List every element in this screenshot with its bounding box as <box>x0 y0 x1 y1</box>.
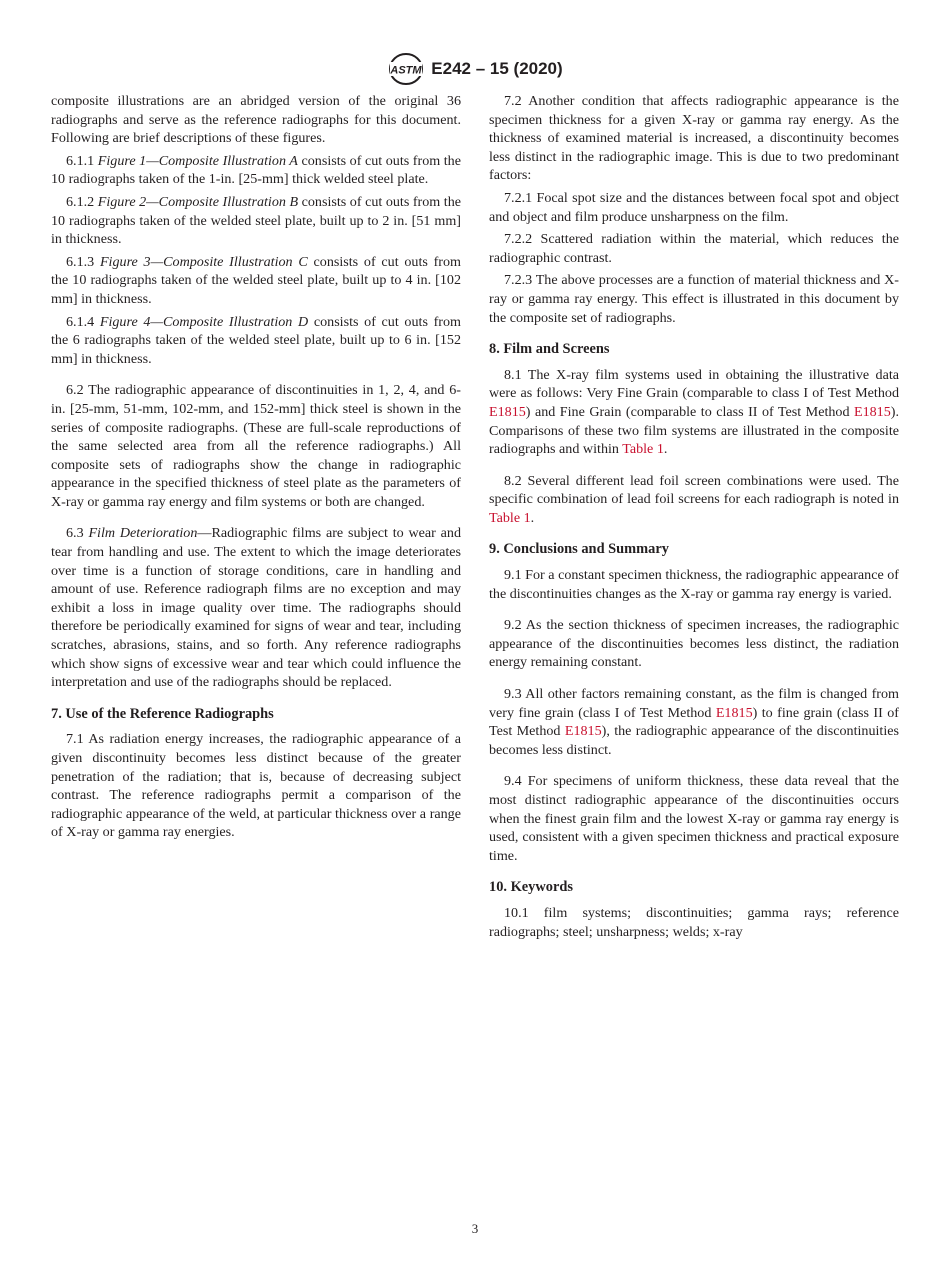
table-1-link[interactable]: Table 1 <box>622 441 664 458</box>
clause-number: 6.3 <box>66 525 84 542</box>
table-1-link[interactable]: Table 1 <box>489 509 531 526</box>
page-number: 3 <box>471 1221 479 1236</box>
right-column <box>489 92 899 945</box>
section-8-heading: 8. Film and Screens <box>489 341 610 358</box>
section-10-heading: 10. Keywords <box>489 879 573 896</box>
paragraph-8-1 <box>489 366 899 459</box>
clause-text: consists of cut outs from the 10 radiographs taken of the welded steel plate, built up to 4 in. [102 mm] in thickness. <box>51 253 462 307</box>
clause-text: consists of cut outs from the 10 radiographs taken of the welded steel plate, built up to 2 in. [51 mm] in thickness. <box>51 193 461 248</box>
clause-text: consists of cut outs from the 10 radiographs taken of the 1-in. [25-mm] thick welded steel plate. <box>51 152 461 188</box>
text-run: 9.3 All other factors remaining constant, as the film is changed from very fine grain (class I of Test Method <box>489 686 899 721</box>
clause-number: 6.1.2 <box>66 193 95 210</box>
paragraph-7-1: 7.1 As radiation energy increases, the radiographic appearance of a given discontinuity becomes less distinct because of the greater penetration of the radiation; that is, because of decreasing subject contrast. The reference radiographs permit a comparison of the radiographic appearance of the weld, at particular thickness over a range of X-ray or gamma ray energies. <box>51 731 461 841</box>
figure-title: Figure 1—Composite Illustration A <box>97 152 298 169</box>
e1815-link[interactable]: E1815 <box>564 723 602 740</box>
paragraph-9-1: 9.1 For a constant specimen thickness, the radiographic appearance of the discontinuities changes as the X-ray or gamma ray energy is varied. <box>489 567 899 602</box>
text-run: . <box>530 509 535 526</box>
text-run: ) and Fine Grain (comparable to class II of Test Method <box>525 403 854 420</box>
paragraph-6-1-2 <box>51 193 461 249</box>
page-header <box>0 52 950 86</box>
document-id: E242 – 15 (2020) <box>431 59 563 78</box>
figure-title: Figure 3—Composite Illustration C <box>99 253 308 270</box>
paragraph-9-4: 9.4 For specimens of uniform thickness, these data reveal that the most distinct radiographic appearance of the discontinuities occurs when the finest grain film and the lowest X-ray or gamma ray energy is used, consistent with a given specimen thickness and practical exposure time. <box>489 773 899 864</box>
paragraph-6-1-continued: composite illustrations are an abridged version of the original 36 radiographs and serve as the reference radiographs for this document. Following are brief descriptions of these figures. <box>51 93 461 147</box>
section-7-heading: 7. Use of the Reference Radiographs <box>51 705 274 722</box>
logo-text: ASTM <box>390 64 422 77</box>
text-run: 8.1 The X-ray film systems used in obtaining the illustrative data were as follows: Very Fine Grain (comparable to class I of Test Method <box>489 366 899 402</box>
e1815-link[interactable]: E1815 <box>715 704 753 721</box>
left-column <box>51 92 461 846</box>
paragraph-9-3 <box>489 685 899 759</box>
paragraph-6-2: 6.2 The radiographic appearance of discontinuities in 1, 2, 4, and 6-in. [25-mm, 51-mm, 102-mm, and 152-mm] thick steel is shown in the series of composite radiographs. (These are full-scale reproductions of the same selected area from all the reference radiographs.) All composite sets of radiographs show the change in radiographic appearance in the specified thickness of steel plate as the parameters of X-ray or gamma ray energy and film systems or both are changed. <box>51 382 461 510</box>
paragraph-7-2-3: 7.2.3 The above processes are a function of material thickness and X-ray or gamma ray energy. This effect is illustrated in this document by the composite set of radiographs. <box>489 272 899 326</box>
section-9-heading: 9. Conclusions and Summary <box>489 541 669 558</box>
figure-title: Figure 2—Composite Illustration B <box>97 193 299 210</box>
paragraph-10-1: 10.1 film systems; discontinuities; gamma rays; reference radiographs; steel; unsharpness; welds; x-ray <box>489 904 899 940</box>
clause-title: Film Deterioration <box>88 525 198 542</box>
text-run: 8.2 Several different lead foil screen combinations were used. The specific combination of lead foil screens for each radiograph is noted in <box>489 472 899 508</box>
clause-number: 6.1.3 <box>66 253 95 270</box>
paragraph-7-2: 7.2 Another condition that affects radiographic appearance is the specimen thickness for a given X-ray or gamma ray energy. As the thickness of examined material is increased, a discontinuity becomes less distinct in the radiographic image. This is due to two predominant factors: <box>489 93 899 184</box>
paragraph-6-1-4 <box>51 313 461 369</box>
clause-number: 6.1.4 <box>66 313 95 330</box>
clause-number: 6.1.1 <box>66 152 95 169</box>
e1815-link[interactable]: E1815 <box>489 403 526 420</box>
figure-title: Figure 4—Composite Illustration D <box>99 313 309 330</box>
paragraph-6-1-3 <box>51 253 461 309</box>
e1815-link[interactable]: E1815 <box>853 403 891 420</box>
paragraph-7-2-2: 7.2.2 Scattered radiation within the material, which reduces the radiographic contrast. <box>489 231 899 266</box>
paragraph-6-3 <box>51 524 461 691</box>
text-run: ), the radiographic appearance of the discontinuities becomes less distinct. <box>489 723 899 758</box>
clause-text: consists of cut outs from the 6 radiographs taken of the welded steel plate, built up to 6 in. [152 mm] in thickness. <box>51 313 461 367</box>
paragraph-6-1-1 <box>51 152 461 189</box>
paragraph-9-2: 9.2 As the section thickness of specimen increases, the radiographic appearance of the discontinuities becomes less distinct, the radiation energy remaining constant. <box>489 617 899 671</box>
text-run: ) to fine grain (class II of Test Method <box>489 704 899 740</box>
text-run: . <box>663 441 668 458</box>
text-run: ). Comparisons of these two film systems are illustrated in the composite radiographs and within <box>489 403 899 458</box>
clause-text: —Radiographic films are subject to wear and tear from handling and use. The extent to which the image deteriorates over time is a function of storage conditions, care in handling and amount of use. Reference radiograph films are no exception and may exhibit a loss in image quality over time. The radiographs should therefore be periodically examined for signs of wear and tear, including scratches, abrasions, stains, and so forth. Any reference radiographs which show signs of excessive wear and tear which could influence the interpretation and use of the radiographs should be replaced. <box>51 525 462 691</box>
paragraph-8-2 <box>489 472 899 528</box>
paragraph-7-2-1: 7.2.1 Focal spot size and the distances between focal spot and object and object and film produce unsharpness on the film. <box>489 189 899 225</box>
astm-logo-icon <box>387 52 425 86</box>
